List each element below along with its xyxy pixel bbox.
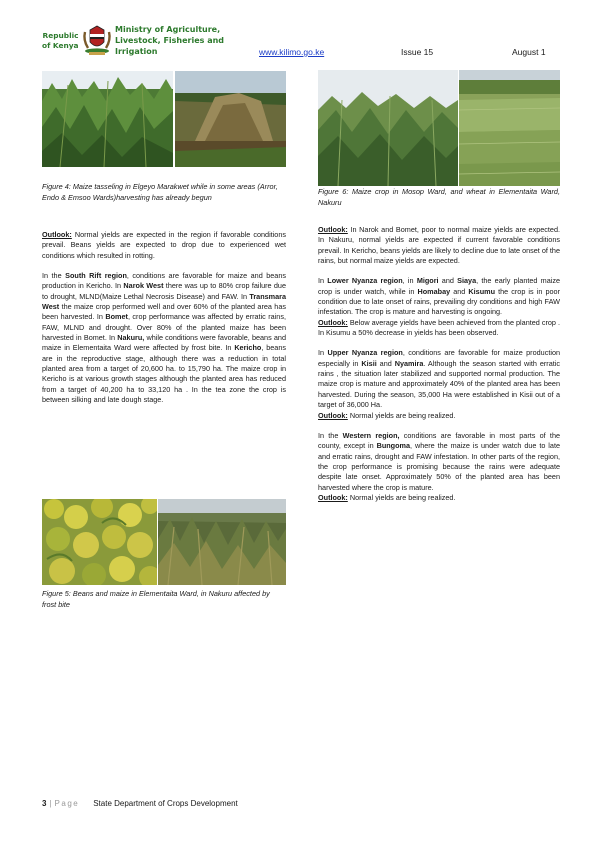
- page-word: Page: [54, 799, 80, 808]
- footer-separator: |: [49, 799, 52, 808]
- ministry-name: Ministry of Agriculture, Livestock, Fisheries and Irrigation: [115, 25, 225, 56]
- upper-nyanza-paragraph: In Upper Nyanza region, conditions are favorable for maize production especially in Kisii and Nyamira. Although the season started with erratic rains , the situation later stabilized and supported normal production. The maize crop is mature and approximately 40% of the planted area has been harvested. During the season, 35,000 Ha were established in Kisii out of a target of 36,000 Ha. Outlook: Normal yields are being realized.: [318, 348, 561, 420]
- frost-bitten-beans-photo: [42, 499, 157, 585]
- figure-4-caption: Figure 4: Maize tasseling in Elgeyo Marakwet while in some areas (Arror, Endo & Emsoo Wards)harvesting has already begun: [42, 182, 278, 202]
- right-column: [318, 225, 560, 503]
- south-rift-outlook-detail-paragraph: Outlook: In Narok and Bomet, poor to normal maize yields are expected. In Nakuru, normal yields are expected if current favorable conditions prevail. In Kericho, beans yields are likely to decline due to late onset of the rains, but normal maize yields are expected.: [318, 225, 560, 266]
- outlook-label: Outlook:: [318, 317, 348, 327]
- page-number: 3: [42, 799, 47, 808]
- maize-harvest-photo: [175, 71, 286, 167]
- page-header: [0, 0, 595, 70]
- frost-bitten-maize-photo: [158, 499, 286, 585]
- issue-number: Issue 15: [401, 47, 434, 57]
- maize-mosop-photo: [318, 70, 458, 186]
- issue-date: August 1: [512, 47, 546, 57]
- left-column: [42, 230, 286, 406]
- outlook-label: Outlook:: [318, 410, 348, 420]
- figure-6-caption: Figure 6: Maize crop in Mosop Ward, and wheat in Elementaita Ward, Nakuru: [318, 187, 560, 207]
- republic-of-kenya-label: Republic of Kenya: [42, 31, 79, 50]
- south-rift-outlook-paragraph: Outlook: Normal yields are expected in the region if favorable conditions prevail. Beans yields are expected to drop due to experienced wet conditions which resulted in rotting.: [42, 230, 286, 260]
- lower-nyanza-paragraph: In Lower Nyanza region, in Migori and Siaya, the early planted maize crop is under watch, while in Homabay and Kisumu the crop is in poor condition due to late onset of rains, prevailing dry conditions and high FAW infestation. The crop is mature and harvesting is ongoing. Outlook: Below average yields have been achieved from the planted crop . In Kisumu a 50% decrease in yields has been observed.: [318, 276, 561, 338]
- figure-5-caption: Figure 5: Beans and maize in Elementaita Ward, in Nakuru affected by frost bite: [42, 589, 270, 609]
- south-rift-paragraph: In the South Rift region, conditions are favorable for maize and beans production in Kericho. In Narok West there was up to 80% crop failure due to drought, MLND(Maize Lethal Necrosis Disease) and FAW. In Transmara West the maize crop performed well and over 60% of the planted area has been harvested. In Bomet, crop performance was affected by erratic rains, FAW, MLND and drought. Over 80% of the planted maize has been harvested in Bomet. In Nakuru, while conditions were favorable, beans and maize in Elementaita Ward were affected by frost bite. In Kericho, beans are in the reproductive stage, although there was a reduction in total planted area from a target of 20,600 ha. to 15,790 ha. The maize crop in Kericho is at various growth stages although the planted area has reduced from a target of 40,200 ha to 33,120 ha . In the tea zone the crop is between silking and late dough stage.: [42, 271, 286, 405]
- outlook-label: Outlook:: [42, 230, 72, 239]
- page-footer: [42, 799, 238, 808]
- wheat-elementaita-photo: [459, 70, 560, 186]
- outlook-label: Outlook:: [318, 225, 348, 234]
- kenya-coat-of-arms-logo: [81, 22, 113, 56]
- department-name: State Department of Crops Development: [93, 799, 238, 808]
- western-region-paragraph: In the Western region, conditions are favorable in most parts of the county, except in Bungoma, where the maize is under watch due to late and erratic rains, drought and FAW infestation. In other parts of the region, the crop performance is promising because the rains were adequate despite late onset. Approximately 50% of the planted area has been harvested where the crop is mature. Outlook: Normal yields are being realized.: [318, 430, 561, 502]
- maize-tasseling-photo: [42, 71, 173, 167]
- website-link[interactable]: www.kilimo.go.ke: [259, 47, 325, 57]
- outlook-label: Outlook:: [318, 492, 348, 502]
